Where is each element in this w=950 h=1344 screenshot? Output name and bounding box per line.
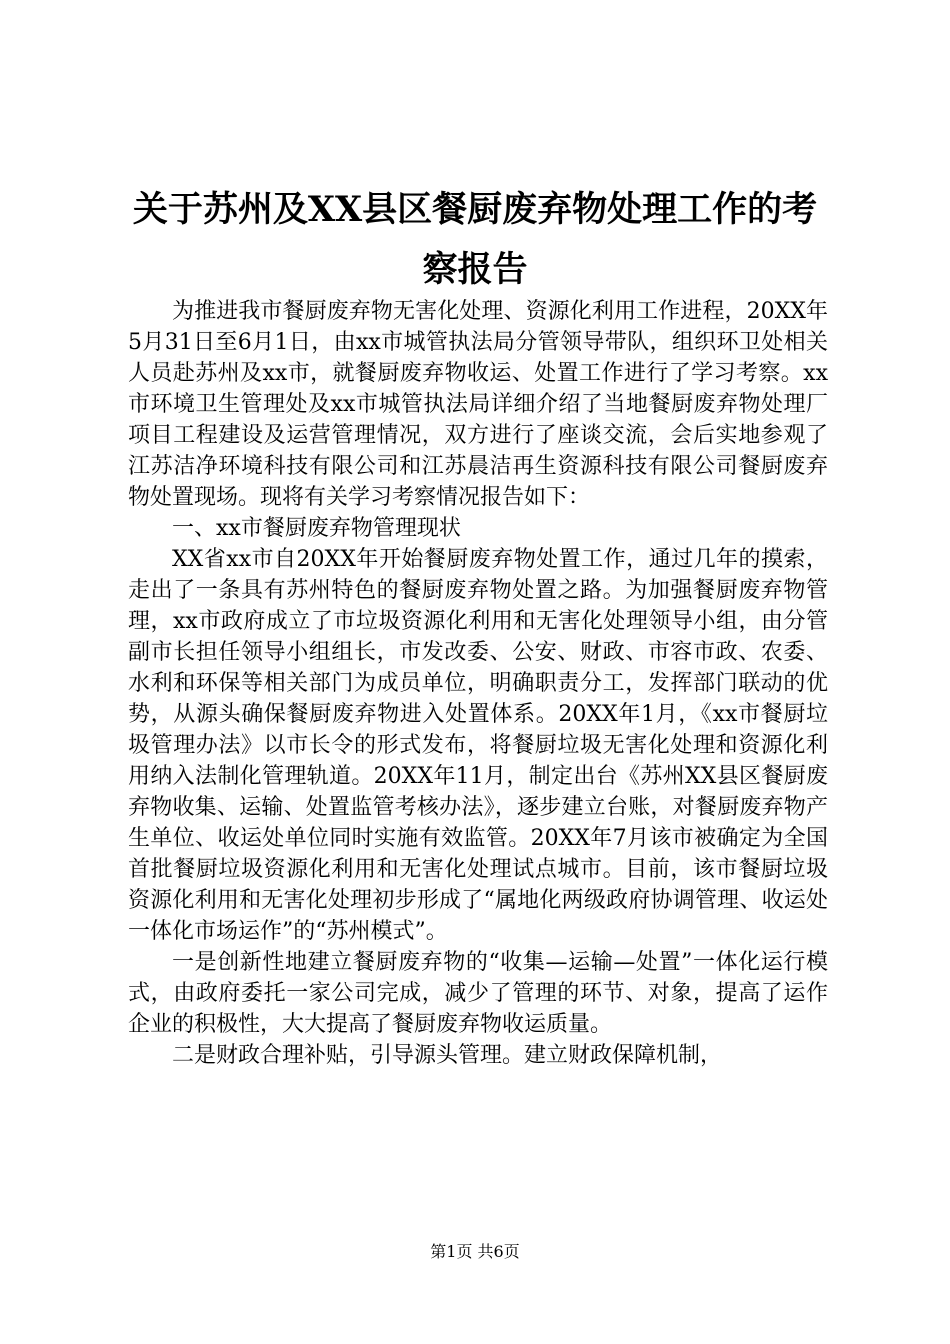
document-title-line-2: 察报告 bbox=[422, 249, 528, 290]
paragraph-point-1: 一是创新性地建立餐厨废弃物的“收集—运输—处置”一体化运行模式，由政府委托一家公司完成，减少了管理的环节、对象，提高了运作企业的积极性，大大提高了餐厨废弃物收运质量。 bbox=[128, 950, 828, 1037]
document-title-line-1: 关于苏州及XX县区餐厨废弃物处理工作的考 bbox=[132, 189, 818, 230]
page-footer: 第1页 共6页 bbox=[430, 1242, 520, 1261]
paragraph-intro: 为推进我市餐厨废弃物无害化处理、资源化利用工作进程，20XX年5月31日至6月1日，由xx市城管执法局分管领导带队，组织环卫处相关人员赴苏州及xx市，就餐厨废弃物收运、处置工作进行了学习考察。xx市环境卫生管理处及xx市城管执法局详细介绍了当地餐厨废弃物处理厂项目工程建设及运营管理情况，双方进行了座谈交流，会后实地参观了江苏洁净环境科技有限公司和江苏晨洁再生资源科技有限公司餐厨废弃物处置现场。现将有关学习考察情况报告如下： bbox=[128, 299, 828, 510]
paragraph-point-2: 二是财政合理补贴，引导源头管理。建立财政保障机制， bbox=[172, 1043, 723, 1068]
section-heading-1: 一、xx市餐厨废弃物管理现状 bbox=[172, 516, 461, 541]
paragraph-status: XX省xx市自20XX年开始餐厨废弃物处置工作，通过几年的摸索，走出了一条具有苏州特色的餐厨废弃物处置之路。为加强餐厨废弃物管理，xx市政府成立了市垃圾资源化利用和无害化处理领导小组，由分管副市长担任领导小组组长，市发改委、公安、财政、市容市政、农委、水利和环保等相关部门为成员单位，明确职责分工，发挥部门联动的优势，从源头确保餐厨废弃物进入处置体系。20XX年1月，《xx市餐厨垃圾管理办法》以市长令的形式发布，将餐厨垃圾无害化处理和资源化利用纳入法制化管理轨道。20XX年11月，制定出台《苏州XX县区餐厨废弃物收集、运输、处置监管考核办法》，逐步建立台账，对餐厨废弃物产生单位、收运处单位同时实施有效监管。20XX年7月该市被确定为全国首批餐厨垃圾资源化利用和无害化处理试点城市。目前，该市餐厨垃圾资源化利用和无害化处理初步形成了“属地化两级政府协调管理、收运处一体化市场运作”的“苏州模式”。 bbox=[128, 547, 828, 944]
document-body bbox=[128, 296, 828, 1071]
